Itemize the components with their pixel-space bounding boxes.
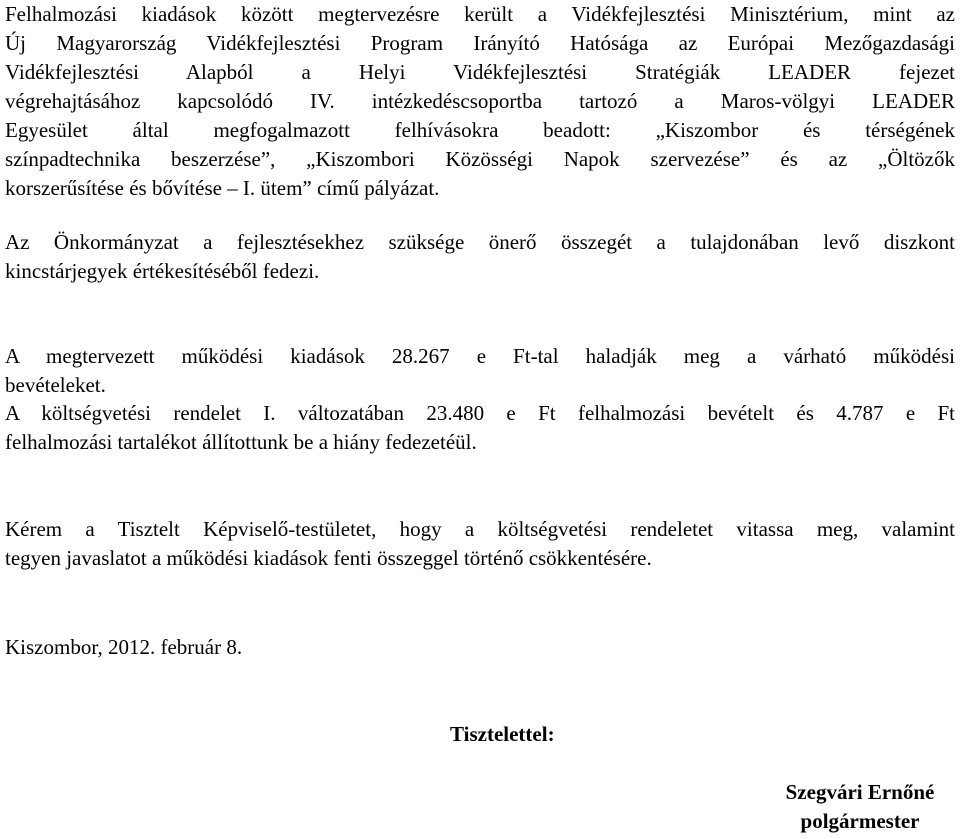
text-line: A költségvetési rendelet I. változatában 23.480 e Ft felhalmozási bevételt és 4.787 e Ft <box>5 401 955 425</box>
text-line: Felhalmozási kiadások között megtervezésre került a Vidékfejlesztési Minisztérium, mint az <box>5 2 955 26</box>
signature-name: Szegvári Ernőné <box>785 780 935 804</box>
text-line: Vidékfejlesztési Alapból a Helyi Vidékfejlesztési Stratégiák LEADER fejezet <box>5 60 955 84</box>
signature-block <box>770 778 950 836</box>
text-line: kincstárjegyek értékesítéséből fedezi. <box>5 259 320 283</box>
text-line: Kérem a Tisztelt Képviselő-testületet, hogy a költségvetési rendeletet vitassa meg, valamint <box>5 517 955 541</box>
text-line: felhalmozási tartalékot állítottunk be a hiány fedezetéül. <box>5 430 477 454</box>
paragraph-request <box>5 515 955 573</box>
paragraph-own-contribution <box>5 228 955 286</box>
text-line: Egyesület által megfogalmazott felhívásokra beadott: „Kiszombor és térségének <box>5 118 955 142</box>
text-line: korszerűsítése és bővítése – I. ütem” című pályázat. <box>5 176 440 200</box>
text-line: végrehajtásához kapcsolódó IV. intézkedéscsoportba tartozó a Maros-völgyi LEADER <box>5 89 955 113</box>
text-line: Új Magyarország Vidékfejlesztési Program Irányító Hatósága az Európai Mezőgazdasági <box>5 31 955 55</box>
text-line: bevételeket. <box>5 373 106 397</box>
signature-title: polgármester <box>800 809 920 833</box>
text-line: Az Önkormányzat a fejlesztésekhez szüksége önerő összegét a tulajdonában levő diszkont <box>5 230 955 254</box>
paragraph-operating-expenses <box>5 342 955 400</box>
paragraph-budget-revision <box>5 399 955 457</box>
paragraph-funding-application <box>5 0 955 203</box>
place-date: Kiszombor, 2012. február 8. <box>5 635 243 659</box>
text-line: A megtervezett működési kiadások 28.267 e Ft-tal haladják meg a várható működési <box>5 344 955 368</box>
closing-greeting: Tisztelettel: <box>450 722 555 746</box>
text-line: színpadtechnika beszerzése”, „Kiszombori Közösségi Napok szervezése” és az „Öltözők <box>5 147 955 171</box>
text-line: tegyen javaslatot a működési kiadások fenti összeggel történő csökkentésére. <box>5 546 652 570</box>
